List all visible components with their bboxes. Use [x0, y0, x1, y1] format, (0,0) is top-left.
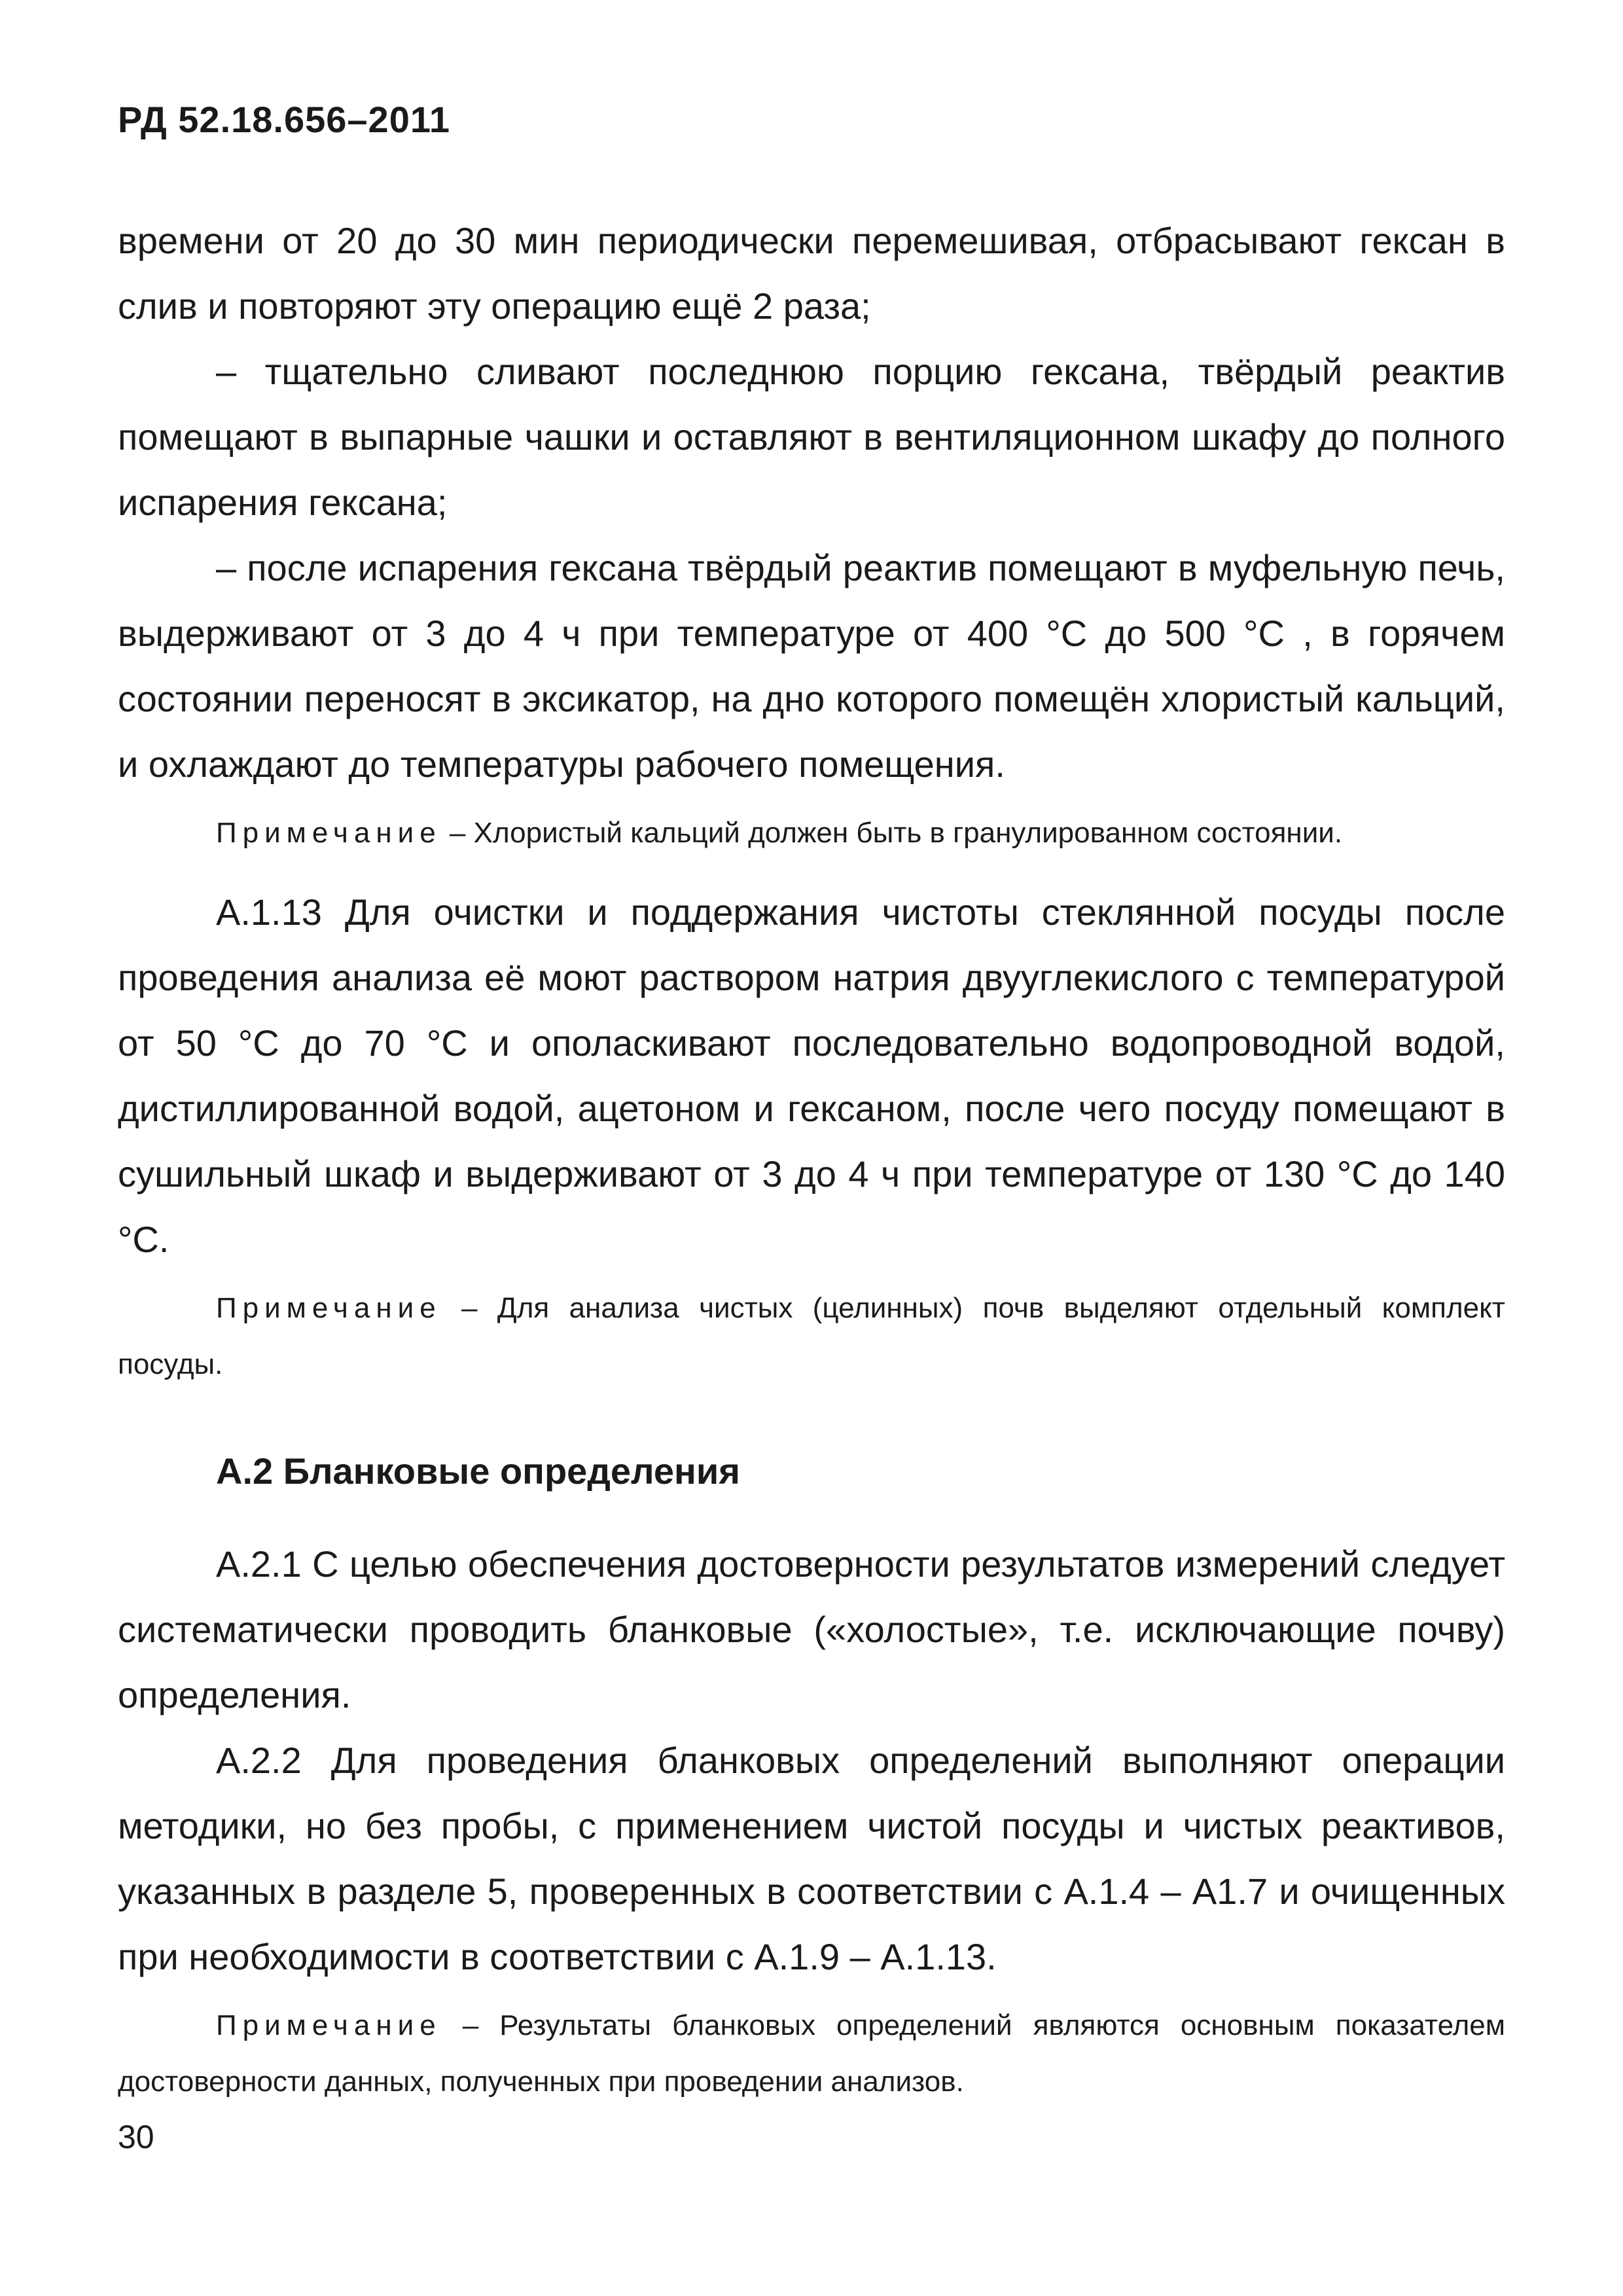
paragraph-a-2-2: А.2.2 Для проведения бланковых определений выполняют операции методики, но без пробы, с применением чистой посуды и чистых реактивов, указанных в разделе 5, проверенных в соответствии с А.1.4 – А1.7 и очищенных при необходимости в соответствии с А.1.9 – А.1.13. [118, 1740, 1505, 1977]
document-code-header: РД 52.18.656–2011 [118, 99, 451, 140]
paragraph-list-item-2: – после испарения гексана твёрдый реактив помещают в муфельную печь, выдерживают от 3 до 4 ч при температуре от 400 °С до 500 °С , в горячем состоянии переносят в эксикатор, на дно которого помещён хлористый кальций, и охлаждают до температуры рабочего помещения. [118, 547, 1505, 785]
page-body [118, 208, 1505, 2128]
note-label: Примечание [216, 817, 442, 849]
note-text: – Результаты бланковых определений являются основным показателем достоверности данных, полученных при проведении анализов. [118, 2009, 1505, 2098]
note-3 [118, 1998, 1505, 2110]
paragraph-a-1-13: А.1.13 Для очистки и поддержания чистоты стеклянной посуды после проведения анализа её моют раствором натрия двууглекислого с температурой от 50 °С до 70 °С и ополаскивают последовательно водопроводной водой, дистиллированной водой, ацетоном и гексаном, после чего посуду помещают в сушильный шкаф и выдерживают от 3 до 4 ч при температуре от 130 °С до 140 °С. [118, 891, 1505, 1260]
section-heading-a-2: А.2 Бланковые определения [216, 1450, 740, 1492]
note-1 [118, 805, 1505, 861]
note-2 [118, 1280, 1505, 1393]
note-text: – Для анализа чистых (целинных) почв выделяют отдельный комплект посуды. [118, 1292, 1505, 1380]
note-label: Примечание [216, 1292, 442, 1324]
paragraph-a-2-1: А.2.1 С целью обеспечения достоверности результатов измерений следует систематически проводить бланковые («холостые», т.е. исключающие почву) определения. [118, 1543, 1505, 1715]
note-text: – Хлористый кальций должен быть в гранулированном состоянии. [441, 817, 1343, 849]
note-label: Примечание [216, 2009, 442, 2041]
paragraph-continuation: времени от 20 до 30 мин периодически перемешивая, отбрасывают гексан в слив и повторяют эту операцию ещё 2 раза; [118, 220, 1505, 327]
page-number: 30 [118, 2119, 154, 2155]
paragraph-list-item-1: – тщательно сливают последнюю порцию гексана, твёрдый реактив помещают в выпарные чашки и оставляют в вентиляционном шкафу до полного испарения гексана; [118, 351, 1505, 523]
